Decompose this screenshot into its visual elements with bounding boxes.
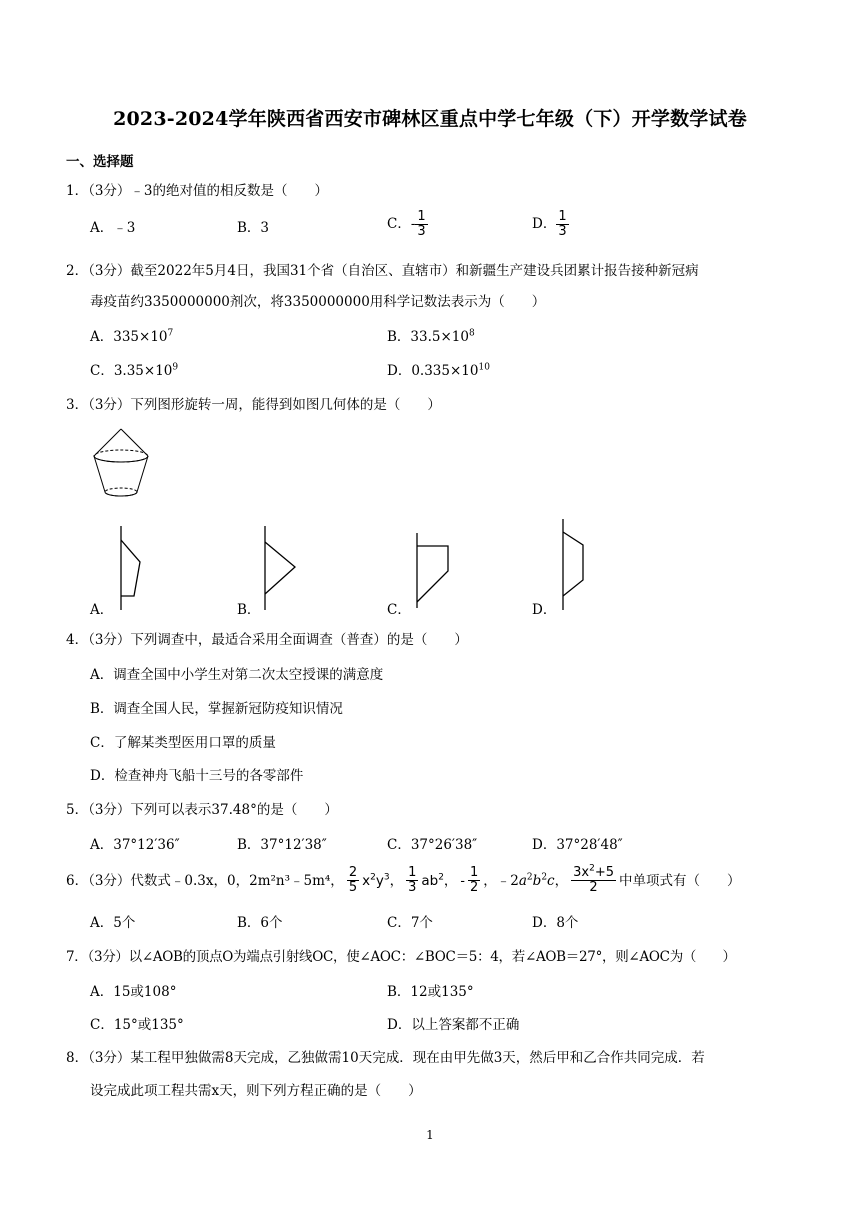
q6-suffix: 中单项式有（ ） — [618, 872, 741, 889]
math-term: $\frac{1}{3}$ — [408, 865, 417, 895]
q1-option-d-label: D． — [532, 216, 557, 232]
q7-option-a[interactable]: A．15或108° — [90, 984, 177, 1000]
question-7: 7．（3分）以∠AOB的顶点O为端点引射线OC，使∠AOC：∠BOC＝5：4，若∠AOB＝27°，则∠AOC为（ ） — [66, 949, 736, 965]
q7-option-d[interactable]: D．以上答案都不正确 — [387, 1017, 520, 1033]
option-d-shape[interactable] — [556, 516, 596, 612]
q4-option-a[interactable]: A．调查全国中小学生对第二次太空授课的满意度 — [90, 667, 384, 683]
exponent: 8 — [468, 328, 475, 339]
math-term: ，$﹣2a^2b^2c$， — [483, 872, 569, 889]
q1-option-c-sign: - — [410, 216, 416, 232]
q6-option-c[interactable]: C．7个 — [387, 915, 433, 931]
fraction-denominator: 3 — [417, 224, 426, 239]
q3-option-d[interactable]: D． — [532, 602, 557, 618]
exponent: 7 — [167, 328, 174, 339]
q7-option-b[interactable]: B．12或135° — [387, 984, 474, 1000]
q6-prefix: 6．（3分）代数式﹣0.3x，0，2m²n³﹣5m⁴， — [66, 872, 344, 889]
question-2-line-2: 毒疫苗约3350000000剂次，将3350000000用科学记数法表示为（ ） — [90, 294, 546, 310]
q5-option-c[interactable]: C．37°26′38″ — [387, 837, 478, 853]
math-term: $\frac{1}{2}$ — [469, 865, 479, 895]
question-8-line-2: 设完成此项工程共需x天，则下列方程正确的是（ ） — [90, 1083, 422, 1099]
q2-option-b[interactable] — [387, 328, 475, 346]
q5-option-b[interactable]: B．37°12′38″ — [237, 837, 327, 853]
q2-option-a[interactable] — [90, 328, 173, 346]
section-heading: 一、选择题 — [66, 154, 134, 170]
q4-option-b[interactable]: B．调查全国人民，掌握新冠防疫知识情况 — [90, 701, 343, 717]
fraction-denominator: 3 — [558, 224, 567, 239]
question-1: 1．（3分）﹣3的绝对值的相反数是（ ） — [66, 183, 329, 199]
math-term: $\frac{2}{5}$ — [348, 865, 358, 895]
question-5: 5．（3分）下列可以表示37.48°的是（ ） — [66, 802, 338, 818]
q5-option-a[interactable]: A．37°12′36″ — [90, 837, 180, 853]
question-4: 4．（3分）下列调查中，最适合采用全面调查（普查）的是（ ） — [66, 632, 468, 648]
q7-option-c[interactable]: C．15°或135° — [90, 1017, 184, 1033]
q2-option-d-text: D．0.335×10 — [387, 363, 479, 379]
q1-option-c-label: C． — [387, 216, 411, 232]
q4-option-c[interactable]: C．了解某类型医用口罩的质量 — [90, 735, 276, 751]
page-number: 1 — [426, 1128, 434, 1142]
page-title: 2023-2024学年陕西省西安市碑林区重点中学七年级（下）开学数学试卷 — [113, 108, 747, 130]
q2-option-b-text: B．33.5×10 — [387, 329, 469, 345]
q5-option-d[interactable]: D．37°28′48″ — [532, 837, 623, 853]
q6-option-b[interactable]: B．6个 — [237, 915, 283, 931]
option-c-shape[interactable] — [410, 530, 460, 610]
geometric-solid-figure — [86, 426, 156, 506]
question-6 — [66, 863, 741, 895]
math-term: $\frac{3x^2+5}{2}$ — [573, 863, 614, 895]
q1-option-c[interactable] — [387, 210, 428, 239]
exponent: 10 — [478, 362, 490, 373]
q3-option-c[interactable]: C． — [387, 602, 411, 618]
q3-option-b[interactable]: B． — [237, 602, 261, 618]
math-term: - — [460, 872, 465, 889]
q1-option-a[interactable]: A．﹣3 — [90, 220, 136, 236]
q6-option-d[interactable]: D．8个 — [532, 915, 579, 931]
q1-option-b[interactable]: B．3 — [237, 220, 270, 236]
math-term: $x^2y^3$， — [362, 872, 404, 889]
exponent: 9 — [172, 362, 179, 373]
q4-option-d[interactable]: D．检查神舟飞船十三号的各零部件 — [90, 768, 304, 784]
fraction-numerator: 1 — [558, 209, 567, 224]
q6-option-a[interactable]: A．5个 — [90, 915, 136, 931]
q2-option-c[interactable] — [90, 362, 178, 380]
q2-option-c-text: C．3.35×10 — [90, 363, 173, 379]
option-a-shape[interactable] — [112, 522, 152, 612]
option-b-shape[interactable] — [258, 522, 308, 612]
q1-option-c-fraction — [415, 210, 427, 239]
q3-option-a[interactable]: A． — [90, 602, 114, 618]
question-2-line-1: 2．（3分）截至2022年5月4日，我国31个省（自治区、直辖市）和新疆生产建设兵团累计报告接种新冠病 — [66, 263, 699, 279]
question-3: 3．（3分）下列图形旋转一周，能得到如图几何体的是（ ） — [66, 397, 441, 413]
q2-option-a-text: A．335×10 — [90, 329, 168, 345]
question-8-line-1: 8．（3分）某工程甲独做需8天完成，乙独做需10天完成．现在由甲先做3天，然后甲和乙合作共同完成．若 — [66, 1050, 705, 1066]
math-term: $ab^2$， — [421, 872, 458, 889]
q2-option-d[interactable] — [387, 362, 490, 380]
fraction-numerator: 1 — [417, 209, 426, 224]
q1-option-d-fraction — [556, 210, 568, 239]
q1-option-d[interactable] — [532, 210, 569, 239]
